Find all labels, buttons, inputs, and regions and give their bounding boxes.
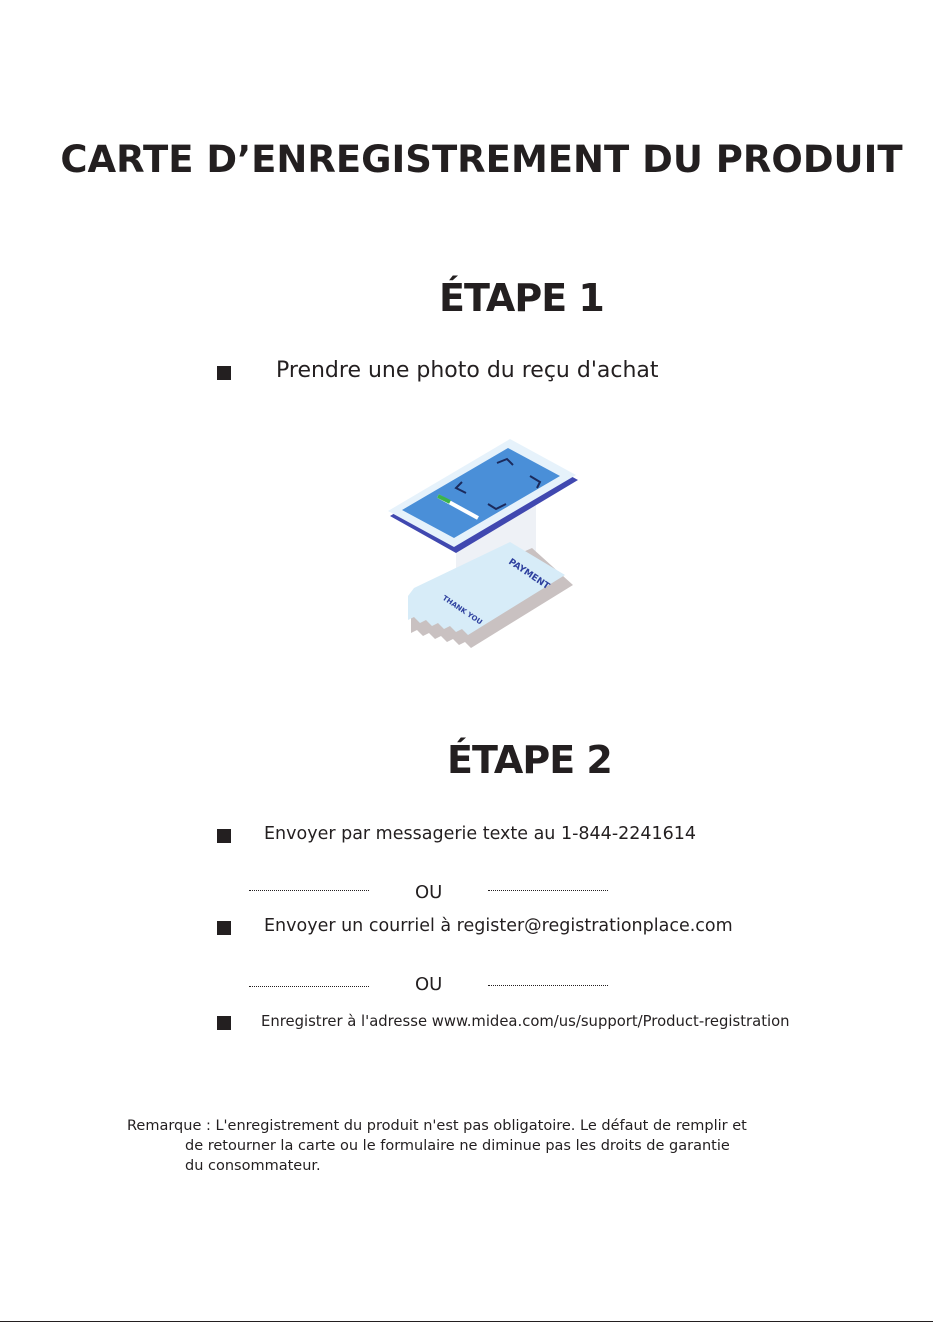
step2-item-text: Envoyer par messagerie texte au 1-844-2241614	[264, 824, 697, 844]
divider	[249, 890, 369, 891]
note-line-1: Remarque : L'enregistrement du produit n'est pas obligatoire. Le défaut de remplir et	[127, 1118, 747, 1134]
step1-item-photo: Prendre une photo du reçu d'achat	[276, 358, 659, 383]
note-line-3: du consommateur.	[185, 1158, 321, 1174]
step1-heading: ÉTAPE 1	[439, 276, 604, 320]
divider	[488, 985, 608, 986]
receipt-thankyou-text: THANK YOU	[440, 594, 484, 627]
separator-or: OU	[415, 882, 443, 903]
checkbox-icon	[217, 1016, 231, 1030]
checkbox-icon	[217, 366, 231, 380]
step2-item-email: Envoyer un courriel à register@registrationplace.com	[264, 916, 733, 936]
checkbox-icon	[217, 921, 231, 935]
page-title: CARTE D’ENREGISTREMENT DU PRODUIT	[60, 138, 903, 181]
divider	[488, 890, 608, 891]
checkbox-icon	[217, 829, 231, 843]
step2-item-web: Enregistrer à l'adresse www.midea.com/us/support/Product-registration	[261, 1013, 790, 1030]
divider	[249, 986, 369, 987]
step2-heading: ÉTAPE 2	[447, 738, 612, 782]
phone-receipt-illustration	[380, 430, 590, 655]
separator-or: OU	[415, 974, 443, 995]
receipt-payment-text: PAYMENT	[506, 557, 552, 592]
note-line-2: de retourner la carte ou le formulaire ne diminue pas les droits de garantie	[185, 1138, 730, 1154]
bottom-rule	[0, 1321, 933, 1322]
